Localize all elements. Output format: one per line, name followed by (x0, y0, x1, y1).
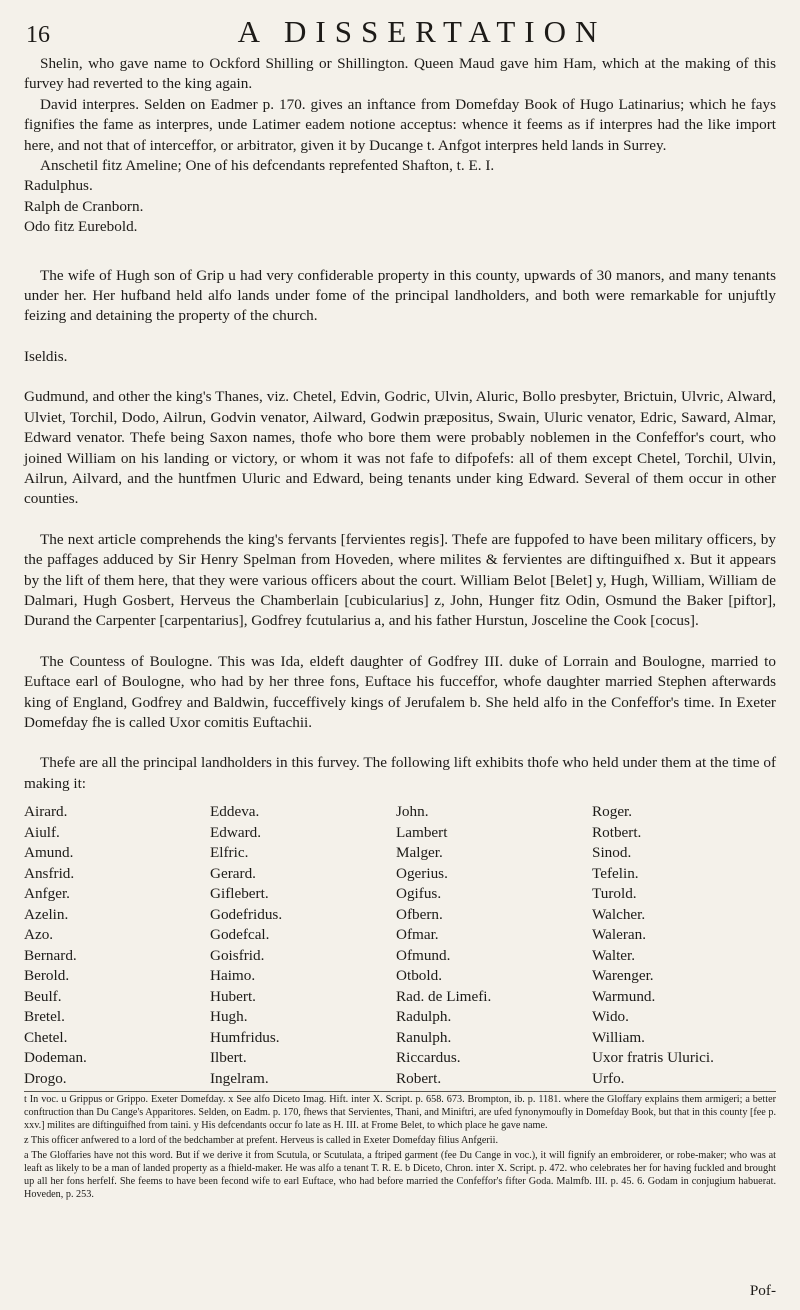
list-item: Azo. (24, 926, 54, 944)
list-item: Ofmund. (396, 946, 451, 964)
page-title: A DISSERTATION (237, 14, 607, 49)
list-item: Roger. (592, 803, 633, 821)
paragraph-wife-of-hugh: The wife of Hugh son of Grip u had very confiderable property in this county, upwards of 30 manors, and many tenants under her. Her hufband held alfo lands under fome of the principal landholders, and both were remarkable for unjuftly feizing and detaining the property of the church. (24, 266, 776, 325)
footnote-z: z This officer anfwered to a lord of the bedchamber at prefent. Herveus is called in Exeter Domefday filius Anfgerii. (24, 1134, 499, 1146)
list-item: Airard. (24, 803, 68, 821)
list-item: Warmund. (592, 987, 656, 1005)
paragraph-thanes: Gudmund, and other the king's Thanes, viz. Chetel, Edvin, Godric, Ulvin, Aluric, Bollo presbyter, Brictuin, Ulvric, Alward, Ulviet, Torchil, Dodo, Ailrun, Godvin venator, Ailward, Godwin præpositus, Swain, Uluric venator, Edric, Saward, Almar, Edward venator. Thefe being Saxon names, thofe who bore them were probably noblemen in the Confeffor's court, who joined William on his landing or victory, or whom it was not fafe to difpofefs: all of them except Chetel, Torchil, Ulvin, Ailrun, Ailvard, and the huntfmen Uluric and Edward, being tenants under king Edward. Several of them occur in other counties. (24, 388, 776, 508)
list-item: Bretel. (24, 1008, 65, 1026)
list-item: Berold. (24, 967, 70, 985)
list-item: Turold. (592, 885, 637, 903)
list-item: Humfridus. (210, 1028, 280, 1046)
list-item: Walcher. (592, 905, 646, 923)
paragraph-list-intro: Thefe are all the principal landholders in this furvey. The following lift exhibits thofe who held under them at the time of making it: (24, 754, 776, 792)
entry-david: David interpres. Selden on Eadmer p. 170. gives an inftance from Domefday Book of Hugo Latinarius; which he fays fignifies the fame as interpres, unde Latimer eadem notione acceptus: whence it feems as if interpres had the like import here, and not that of interceffor, or arbitrator, given it by Ducange t. Anfgot interpres held lands in Surrey. (24, 95, 776, 154)
list-item: Radulph. (396, 1008, 452, 1026)
document-page (24, 14, 776, 1299)
list-item: Chetel. (24, 1028, 68, 1046)
list-item: Waleran. (592, 926, 647, 944)
footnote-a-b: a The Gloffaries have not this word. But if we derive it from Scutula, or Scutulata, a ftriped garment (fee Du Cange in voc.), it will fignify an embroiderer, or robe-maker; who was at leaft as likely to be a man of landed property as a fhield-maker. He was alfo a tenant T. R. E. b Diceto, Chron. inter X. Script. p. 472. who celebrates her for having fuckled and brought up all her fons herfelf. She feems to have been fecond wife to earl Euftace, who had before married the Confeffor's fifter Goda. Malmfb. III. p. 45. 6. Godam in conjugium habuerat. Hoveden, p. 253. (24, 1149, 776, 1200)
list-item: Uxor fratris Ulurici. (592, 1049, 714, 1067)
list-item: Hugh. (210, 1008, 248, 1026)
list-item: Haimo. (210, 967, 256, 985)
entry-odo: Odo fitz Eurebold. (24, 218, 138, 236)
list-item: Riccardus. (396, 1049, 461, 1067)
list-item: Edward. (210, 823, 262, 841)
entry-ralph: Ralph de Cranborn. (24, 197, 144, 215)
list-item: Elfric. (210, 844, 249, 862)
list-item: Otbold. (396, 967, 442, 985)
list-item: Ansfrid. (24, 864, 75, 882)
list-item: John. (396, 803, 429, 821)
list-item: Amund. (24, 844, 74, 862)
footnote-t-u-x-y: t In voc. u Grippus or Grippo. Exeter Domefday. x See alfo Diceto Imag. Hift. inter X. Script. p. 658. 673. Brompton, ib. p. 1181. where the Gloffary explains them armigeri; a better conftruction than Du Cange's Apparitores. Selden, on Eadm. p. 170, fhews that Servientes, Thani, and Miniftri, are ufed fynonymoufly in Domefday Book, but that in this county [fee p. xxv.] milites are diftinguifhed from taini. y His defcendants occur fo late as H. III. at Frome Belet, to which place he gave name. (24, 1094, 776, 1131)
list-item: William. (592, 1028, 645, 1046)
list-item: Aiulf. (24, 823, 60, 841)
tenant-name-list (24, 802, 776, 1089)
list-item: Wido. (592, 1008, 629, 1026)
list-item: Bernard. (24, 946, 77, 964)
list-item: Godefridus. (210, 905, 283, 923)
paragraph-countess-boulogne: The Countess of Boulogne. This was Ida, eldeft daughter of Godfrey III. duke of Lorrain and Boulogne, married to Euftace earl of Boulogne, who had by her three fons, Euftace his fucceffor, whofe daughter married Stephen afterwards king of England, Godfrey and Baldwin, fucceffively kings of Jerufalem b. She held alfo in the Confeffor's time. In Exeter Domefday fhe is called Uxor comitis Euftachii. (24, 652, 776, 731)
list-item: Drogo. (24, 1069, 67, 1087)
list-item: Ogerius. (396, 864, 448, 882)
entry-iseldis: Iseldis. (24, 347, 68, 365)
list-item: Ingelram. (210, 1069, 269, 1087)
list-item: Warenger. (592, 967, 654, 985)
entry-radulphus: Radulphus. (24, 177, 93, 195)
list-item: Lambert (396, 823, 448, 841)
list-item: Tefelin. (592, 864, 639, 882)
list-item: Dodeman. (24, 1049, 87, 1067)
list-item: Ofmar. (396, 926, 439, 944)
list-item: Sinod. (592, 844, 632, 862)
list-item: Rotbert. (592, 823, 642, 841)
entry-shelin: Shelin, who gave name to Ockford Shilling or Shillington. Queen Maud gave him Ham, which at the making of this furvey had reverted to the king again. (24, 55, 776, 93)
list-item: Azelin. (24, 905, 69, 923)
catchword: Pof- (749, 1282, 776, 1299)
list-item: Beulf. (24, 987, 62, 1005)
entry-anschetil: Anschetil fitz Ameline; One of his defcendants reprefented Shafton, t. E. I. (40, 157, 495, 175)
list-item: Robert. (396, 1069, 442, 1087)
list-item: Anfger. (24, 885, 70, 903)
list-item: Ogifus. (396, 885, 442, 903)
paragraph-kings-servants: The next article comprehends the king's fervants [fervientes regis]. Thefe are fuppofed to have been military officers, by the paffages adduced by Sir Henry Spelman from Hoveden, where milites & fervientes are diftinguifhed x. But it appears by the lift of them here, that they were various officers about the court. William Belot [Belet] y, Hugh, William, William de Dalmari, Hugh Gosbert, Herveus the Chamberlain [cubicularius] z, John, Hunger fitz Odin, Osmund the Baker [piftor], Durand the Carpenter [carpentarius], Godfrey fcutularius a, and his father Hurstun, Josceline the Cook [cocus]. (24, 530, 776, 630)
list-item: Ofbern. (396, 905, 443, 923)
page-header (24, 14, 776, 54)
list-item: Urfo. (592, 1069, 625, 1087)
list-item: Rad. de Limefi. (396, 987, 492, 1005)
list-item: Gerard. (210, 864, 256, 882)
page-number: 16 (26, 22, 50, 48)
list-item: Giflebert. (210, 885, 269, 903)
list-item: Malger. (396, 844, 443, 862)
footnote-divider (24, 1091, 776, 1092)
list-item: Godefcal. (210, 926, 270, 944)
list-item: Hubert. (210, 987, 256, 1005)
list-item: Ranulph. (396, 1028, 452, 1046)
list-item: Ilbert. (210, 1049, 247, 1067)
list-item: Eddeva. (210, 803, 260, 821)
list-item: Goisfrid. (210, 946, 265, 964)
list-item: Walter. (592, 946, 636, 964)
